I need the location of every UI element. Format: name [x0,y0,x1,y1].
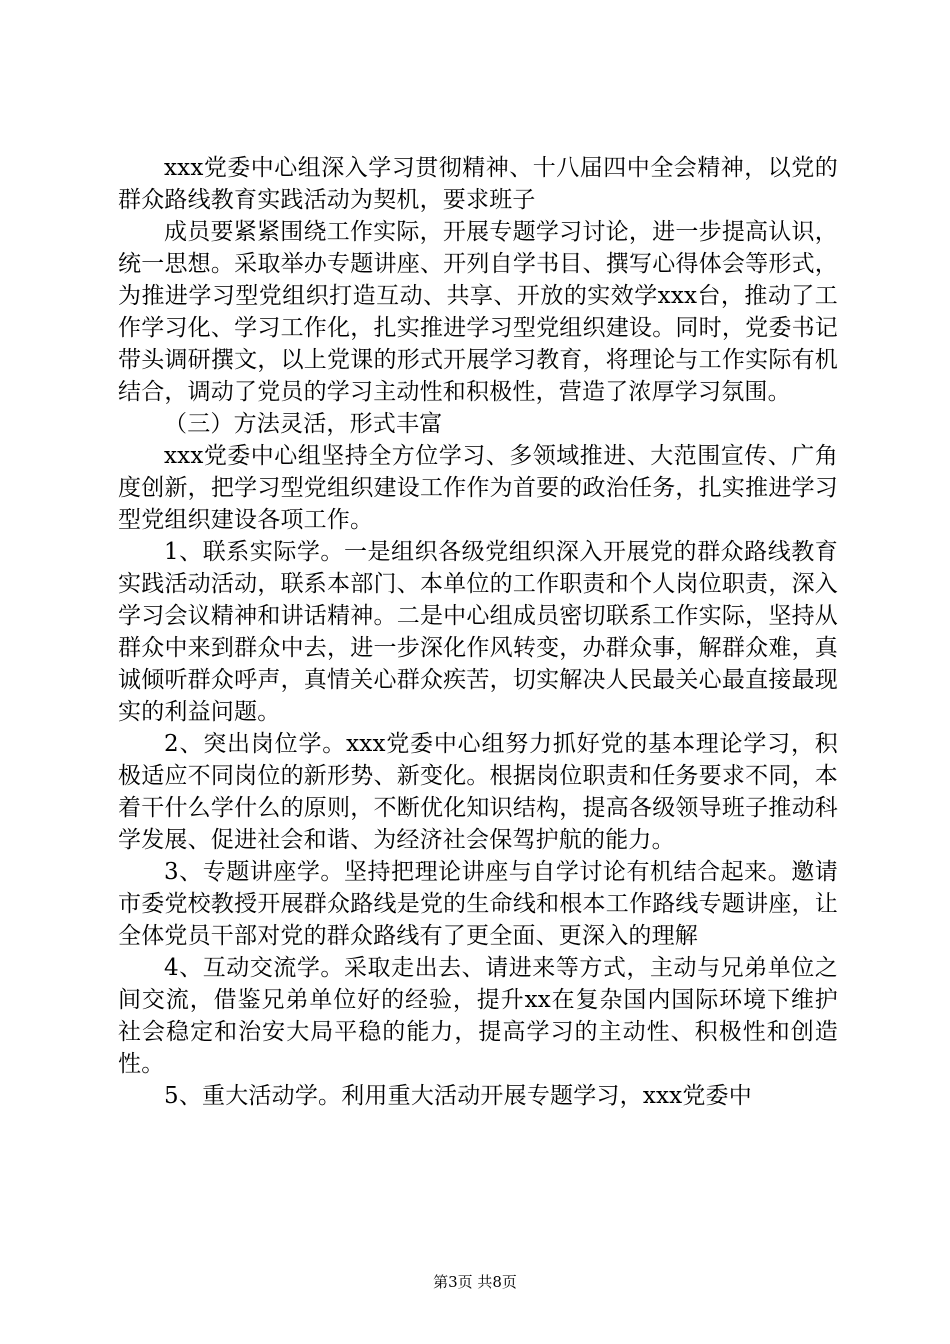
list-item-post-study: 2、突出岗位学。xxx党委中心组努力抓好党的基本理论学习，积极适应不同岗位的新形势、新变化。根据岗位职责和任务要求不同，本着干什么学什么的原则，不断优化知识结构，提高各级领导班子推动科学发展、促进社会和谐、为经济社会保驾护航的能力。 [118,731,838,853]
page-footer: 第3页 共8页 [433,1273,517,1291]
paragraph-all-round-study: xxx党委中心组坚持全方位学习、多领域推进、大范围宣传、广角度创新，把学习型党组织建设工作作为首要的政治任务，扎实推进学习型党组织建设各项工作。 [118,443,838,533]
list-item-practice-study: 1、联系实际学。一是组织各级党组织深入开展党的群众路线教育实践活动活动，联系本部门、本单位的工作职责和个人岗位职责，深入学习会议精神和讲话精神。二是中心组成员密切联系工作实际，坚持从群众中来到群众中去，进一步深化作风转变，办群众事，解群众难，真诚倾听群众呼声，真情关心群众疾苦，切实解决人民最关心最直接最现实的利益问题。 [118,539,838,725]
list-item-exchange-study: 4、互动交流学。采取走出去、请进来等方式，主动与兄弟单位之间交流，借鉴兄弟单位好的经验，提升xx在复杂国内国际环境下维护社会稳定和治安大局平稳的能力，提高学习的主动性、积极性和创造性。 [118,955,838,1077]
section-heading-methods: （三）方法灵活，形式丰富 [164,411,443,437]
paragraph-intro: xxx党委中心组深入学习贯彻精神、十八届四中全会精神，以党的群众路线教育实践活动为契机，要求班子 [118,155,838,213]
list-item-major-activity-study: 5、重大活动学。利用重大活动开展专题学习，xxx党委中 [164,1083,752,1109]
document-body [118,152,838,1112]
list-item-lecture-study: 3、专题讲座学。坚持把理论讲座与自学讨论有机结合起来。邀请市委党校教授开展群众路线是党的生命线和根本工作路线专题讲座，让全体党员干部对党的群众路线有了更全面、更深入的理解 [118,859,838,949]
paragraph-study-discussion: 成员要紧紧围绕工作实际，开展专题学习讨论，进一步提高认识，统一思想。采取举办专题讲座、开列自学书目、撰写心得体会等形式，为推进学习型党组织打造互动、共享、开放的实效学xxx台，推动了工作学习化、学习工作化，扎实推进学习型党组织建设。同时，党委书记带头调研撰文，以上党课的形式开展学习教育，将理论与工作实际有机结合，调动了党员的学习主动性和积极性，营造了浓厚学习氛围。 [118,219,838,405]
